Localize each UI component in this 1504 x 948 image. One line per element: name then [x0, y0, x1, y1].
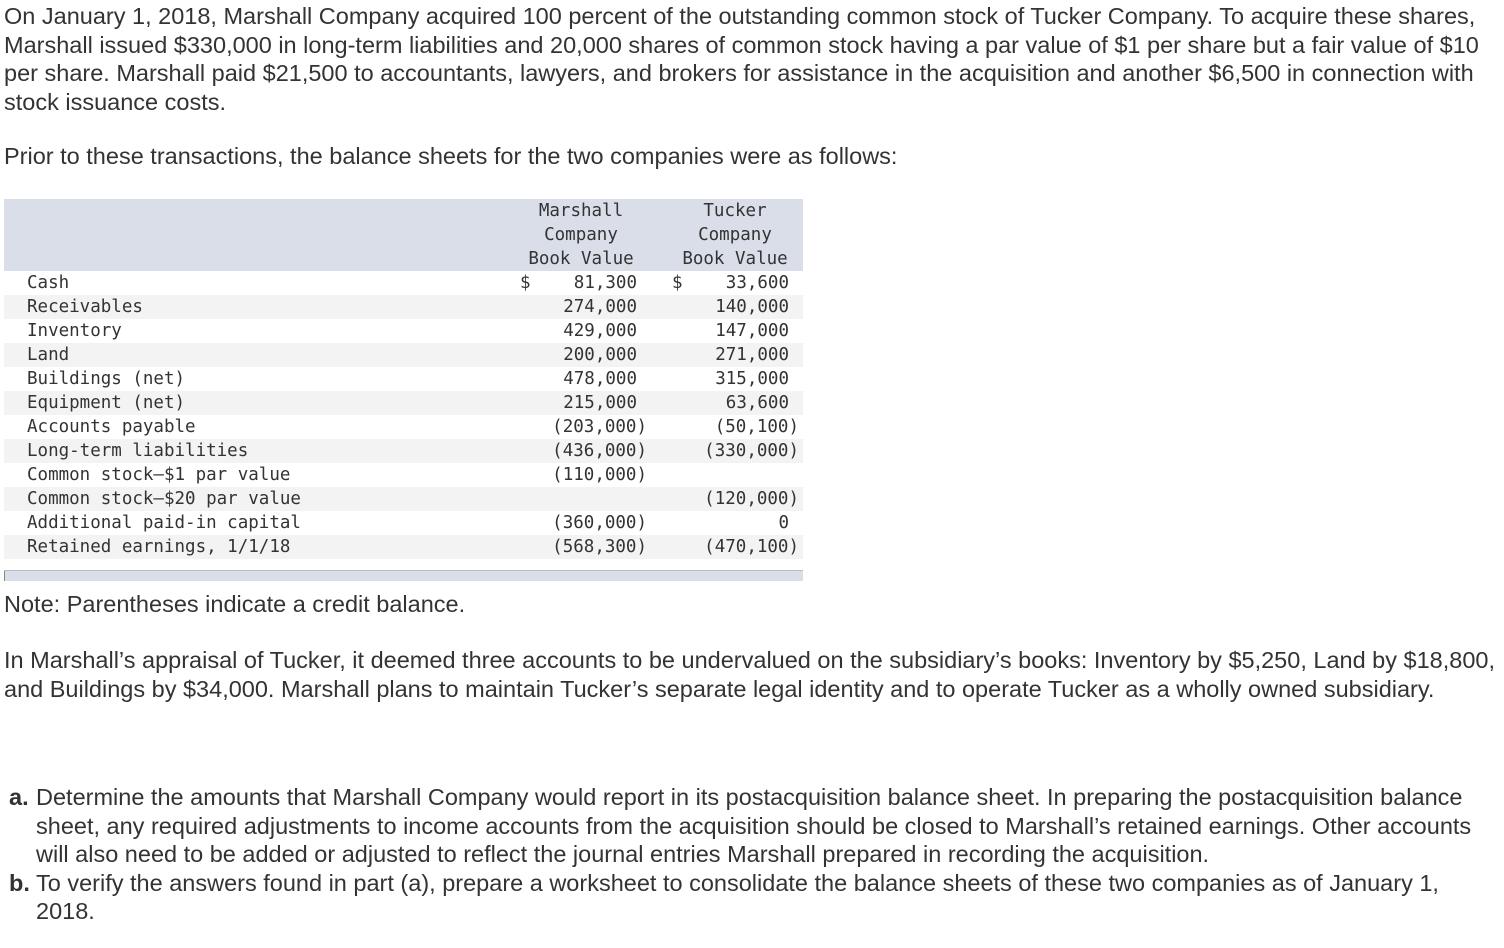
tucker-value: (470,100) [704, 537, 799, 557]
tucker-value: 63,600 [725, 393, 789, 413]
marshall-value: 200,000 [563, 345, 637, 365]
tucker-value: 315,000 [715, 369, 789, 389]
tucker-value: (120,000) [704, 489, 799, 509]
table-row [4, 415, 803, 439]
table-row [4, 439, 803, 463]
table-header [4, 199, 803, 271]
table-footer-marker [4, 571, 5, 581]
row-label: Buildings (net) [27, 369, 186, 389]
tucker-value: 147,000 [715, 321, 789, 341]
question-list [4, 783, 1500, 926]
marshall-value: (110,000) [552, 465, 647, 485]
tucker-value: 140,000 [715, 297, 789, 317]
table-row [4, 343, 803, 367]
balance-sheet-table [4, 199, 803, 559]
question-letter: b. [9, 869, 30, 896]
marshall-value: 429,000 [563, 321, 637, 341]
question-text: To verify the answers found in part (a), prepare a worksheet to consolidate the balance sheets of these two companies as of January 1, 2018. [36, 869, 1439, 924]
row-label: Inventory [27, 321, 122, 341]
question-text: Determine the amounts that Marshall Company would report in its postacquisition balance sheet. In preparing the postacquisition balance sheet, any required adjustments to income accounts from the acquisition should be closed to Marshall’s retained earnings. Other accounts will also need to be added or adjusted to reflect the journal entries Marshall prepared in recording the acquisition. [36, 784, 1472, 867]
row-label: Retained earnings, 1/1/18 [27, 537, 291, 557]
marshall-value: (568,300) [552, 537, 647, 557]
header-tucker: Tucker Company Book Value [682, 201, 788, 269]
tucker-value: (330,000) [704, 441, 799, 461]
row-label: Land [27, 345, 70, 365]
table-row [4, 535, 803, 559]
row-label: Cash [27, 273, 70, 293]
tucker-value: 271,000 [715, 345, 789, 365]
credit-balance-note: Note: Parentheses indicate a credit balance. [4, 591, 466, 617]
question-letter: a. [9, 784, 29, 810]
question-b [4, 869, 1500, 926]
row-label: Equipment (net) [27, 393, 186, 413]
currency-symbol: $ [520, 273, 531, 293]
table-row [4, 367, 803, 391]
marshall-value: 81,300 [573, 273, 637, 293]
header-marshall: Marshall Company Book Value [528, 201, 634, 269]
marshall-value: (436,000) [552, 441, 647, 461]
marshall-value: 215,000 [563, 393, 637, 413]
table-row [4, 511, 803, 535]
row-label: Common stock—$20 par value [27, 489, 301, 509]
appraisal-paragraph: In Marshall’s appraisal of Tucker, it deemed three accounts to be undervalued on the subsidiary’s books: Inventory by $5,250, Land by $18,800, and Buildings by $34,000. Marshall plans to maintain Tucker’s separate legal identity and to operate Tucker as a wholly owned subsidiary. [4, 647, 1496, 702]
row-label: Common stock—$1 par value [27, 465, 291, 485]
currency-symbol: $ [672, 273, 683, 293]
marshall-value: (360,000) [552, 513, 647, 533]
row-label: Additional paid-in capital [27, 513, 301, 533]
table-footer-bar [4, 570, 803, 581]
row-label: Receivables [27, 297, 143, 317]
row-label: Accounts payable [27, 417, 196, 437]
table-row [4, 463, 803, 487]
tucker-value: (50,100) [714, 417, 799, 437]
table-row [4, 295, 803, 319]
marshall-value: 478,000 [563, 369, 637, 389]
problem-intro: On January 1, 2018, Marshall Company acquired 100 percent of the outstanding common stock of Tucker Company. To acquire these shares, Marshall issued $330,000 in long-term liabilities and 20,000 shares of common stock having a par value of $1 per share but a fair value of $10 per share. Marshall paid $21,500 to accountants, lawyers, and brokers for assistance in the acquisition and another $6,500 in connection with stock issuance costs. [4, 3, 1479, 115]
tucker-value: 33,600 [725, 273, 789, 293]
table-row [4, 271, 803, 295]
question-a [4, 783, 1500, 869]
table-row [4, 487, 803, 511]
row-label: Long-term liabilities [27, 441, 249, 461]
tucker-value: 0 [778, 513, 789, 533]
table-row [4, 319, 803, 343]
balance-sheet-lead-in: Prior to these transactions, the balance sheets for the two companies were as follows: [4, 143, 898, 169]
table-row [4, 391, 803, 415]
marshall-value: (203,000) [552, 417, 647, 437]
marshall-value: 274,000 [563, 297, 637, 317]
